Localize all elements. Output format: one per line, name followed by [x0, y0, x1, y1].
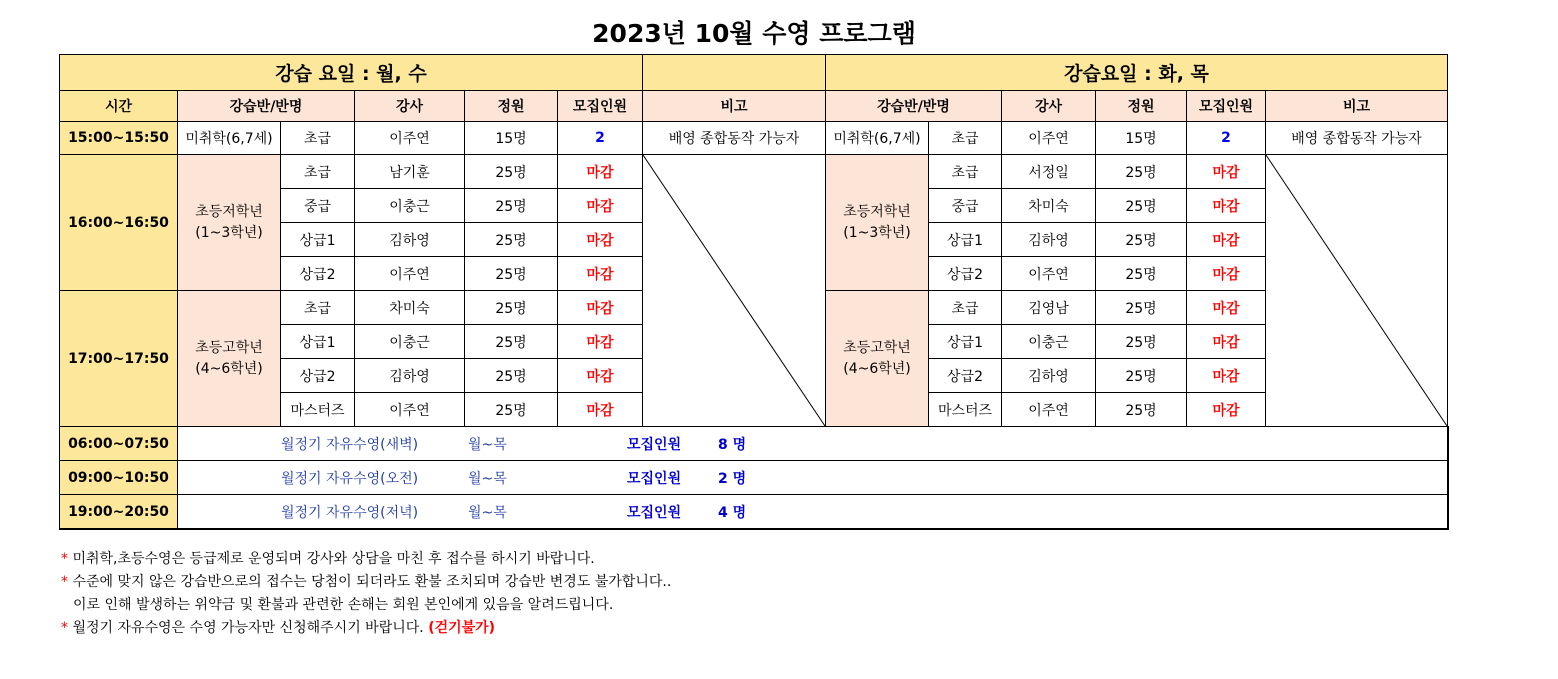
teacher-cell: 김하영 — [355, 223, 465, 257]
free-swim-count: 4 명 — [718, 504, 747, 521]
schedule-table — [59, 54, 1449, 530]
recruit-cell: 마감 — [1187, 189, 1266, 223]
level-cell: 상급2 — [929, 359, 1002, 393]
capacity-cell: 25명 — [1096, 189, 1187, 223]
time-cell: 06:00~07:50 — [60, 427, 178, 461]
capacity-cell: 25명 — [465, 189, 558, 223]
teacher-cell: 김하영 — [355, 359, 465, 393]
level-cell: 상급1 — [929, 325, 1002, 359]
free-swim-days: 월~목 — [468, 504, 507, 521]
note-text: 월정기 자유수영은 수영 가능자만 신청해주시기 바랍니다. — [72, 620, 424, 636]
note-warning: (걷기불가) — [428, 620, 496, 636]
asterisk: * — [61, 620, 68, 636]
free-swim-count: 8 명 — [718, 436, 747, 453]
note-line — [61, 594, 671, 617]
free-swim-count: 2 명 — [718, 470, 747, 487]
free-swim-name: 월정기 자유수영(새벽) — [281, 436, 419, 453]
time-cell: 15:00~15:50 — [60, 122, 178, 155]
capacity-cell: 25명 — [465, 393, 558, 427]
remark-cell: 배영 종합동작 가능자 — [643, 122, 826, 155]
capacity-cell: 25명 — [1096, 155, 1187, 189]
col-class: 강습반/반명 — [826, 91, 1002, 122]
capacity-cell: 25명 — [1096, 393, 1187, 427]
free-swim-label: 모집인원 — [627, 504, 682, 521]
teacher-cell: 이주연 — [355, 257, 465, 291]
level-cell: 초급 — [281, 155, 355, 189]
level-cell: 초급 — [929, 122, 1002, 155]
group-grade: (4~6학년) — [843, 360, 911, 377]
teacher-cell: 남기훈 — [355, 155, 465, 189]
recruit-cell: 마감 — [1187, 325, 1266, 359]
free-swim-row — [60, 495, 1448, 530]
note-line — [61, 617, 671, 640]
level-cell: 상급1 — [929, 223, 1002, 257]
level-cell: 상급2 — [281, 359, 355, 393]
group-name: 초등고학년 — [843, 339, 911, 356]
group-grade: (4~6학년) — [195, 360, 263, 377]
recruit-cell: 마감 — [1187, 359, 1266, 393]
group-name: 초등고학년 — [195, 339, 263, 356]
level-cell: 마스터즈 — [929, 393, 1002, 427]
teacher-cell: 김하영 — [1002, 359, 1096, 393]
group-grade: (1~3학년) — [195, 224, 263, 241]
level-cell: 초급 — [281, 291, 355, 325]
free-swim-name: 월정기 자유수영(오전) — [281, 470, 419, 487]
time-cell: 16:00~16:50 — [60, 155, 178, 291]
group-cell — [178, 291, 281, 427]
free-swim-info — [178, 427, 1448, 461]
group-name: 초등저학년 — [195, 203, 263, 220]
col-recruit: 모집인원 — [558, 91, 643, 122]
teacher-cell: 이충근 — [1002, 325, 1096, 359]
recruit-cell: 마감 — [558, 257, 643, 291]
recruit-cell: 마감 — [1187, 155, 1266, 189]
level-cell: 중급 — [281, 189, 355, 223]
group-cell — [178, 155, 281, 291]
col-capacity: 정원 — [465, 91, 558, 122]
note-line — [61, 571, 671, 594]
note-line — [61, 548, 671, 571]
asterisk: * — [61, 574, 68, 590]
recruit-cell: 마감 — [558, 291, 643, 325]
capacity-cell: 15명 — [1096, 122, 1187, 155]
group-cell: 미취학(6,7세) — [826, 122, 929, 155]
col-teacher: 강사 — [1002, 91, 1096, 122]
recruit-cell: 마감 — [1187, 223, 1266, 257]
free-swim-days: 월~목 — [468, 470, 507, 487]
capacity-cell: 25명 — [465, 359, 558, 393]
note-text: 미취학,초등수영은 등급제로 운영되며 강사와 상담을 마친 후 접수를 하시기 바랍니다. — [72, 551, 595, 567]
col-time: 시간 — [60, 91, 178, 122]
note-text: 수준에 맞지 않은 강습반으로의 접수는 당첨이 되더라도 환불 조치되며 강습반 변경도 불가합니다.. — [72, 574, 672, 590]
capacity-cell: 25명 — [465, 155, 558, 189]
header-spacer — [643, 55, 826, 91]
recruit-cell: 2 — [1187, 122, 1266, 155]
col-capacity: 정원 — [1096, 91, 1187, 122]
col-remark: 비고 — [643, 91, 826, 122]
teacher-cell: 서정일 — [1002, 155, 1096, 189]
level-cell: 초급 — [281, 122, 355, 155]
teacher-cell: 이주연 — [1002, 393, 1096, 427]
teacher-cell: 이충근 — [355, 325, 465, 359]
capacity-cell: 25명 — [1096, 257, 1187, 291]
teacher-cell: 이주연 — [1002, 122, 1096, 155]
capacity-cell: 25명 — [465, 325, 558, 359]
recruit-cell: 마감 — [558, 393, 643, 427]
level-cell: 상급1 — [281, 223, 355, 257]
time-cell: 19:00~20:50 — [60, 495, 178, 530]
level-cell: 상급1 — [281, 325, 355, 359]
free-swim-info — [178, 461, 1448, 495]
group-name: 초등저학년 — [843, 203, 911, 220]
group-cell: 미취학(6,7세) — [178, 122, 281, 155]
table-row — [60, 155, 1448, 189]
free-swim-label: 모집인원 — [627, 436, 682, 453]
free-swim-info — [178, 495, 1448, 530]
capacity-cell: 25명 — [1096, 359, 1187, 393]
capacity-cell: 25명 — [1096, 223, 1187, 257]
capacity-cell: 25명 — [465, 223, 558, 257]
diagonal-line — [643, 155, 825, 426]
notes-section — [61, 548, 671, 640]
recruit-cell: 2 — [558, 122, 643, 155]
recruit-cell: 마감 — [1187, 257, 1266, 291]
note-text: 이로 인해 발생하는 위약금 및 환불과 관련한 손해는 회원 본인에게 있음을 알려드립니다. — [73, 597, 614, 613]
teacher-cell: 김하영 — [1002, 223, 1096, 257]
recruit-cell: 마감 — [1187, 291, 1266, 325]
teacher-cell: 이주연 — [355, 393, 465, 427]
recruit-cell: 마감 — [558, 325, 643, 359]
remark-empty-diagonal — [643, 155, 826, 427]
capacity-cell: 25명 — [1096, 325, 1187, 359]
level-cell: 마스터즈 — [281, 393, 355, 427]
teacher-cell: 이주연 — [1002, 257, 1096, 291]
level-cell: 초급 — [929, 291, 1002, 325]
page-title: 2023년 10월 수영 프로그램 — [592, 19, 916, 48]
remark-cell: 배영 종합동작 가능자 — [1266, 122, 1448, 155]
table-row — [60, 122, 1448, 155]
recruit-cell: 마감 — [1187, 393, 1266, 427]
level-cell: 초급 — [929, 155, 1002, 189]
capacity-cell: 15명 — [465, 122, 558, 155]
recruit-cell: 마감 — [558, 359, 643, 393]
recruit-cell: 마감 — [558, 223, 643, 257]
free-swim-days: 월~목 — [468, 436, 507, 453]
teacher-cell: 이충근 — [355, 189, 465, 223]
col-recruit: 모집인원 — [1187, 91, 1266, 122]
right-day-header: 강습요일 : 화, 목 — [826, 55, 1448, 91]
asterisk: * — [61, 551, 68, 567]
group-grade: (1~3학년) — [843, 224, 911, 241]
free-swim-name: 월정기 자유수영(저녁) — [281, 504, 419, 521]
remark-empty-diagonal — [1266, 155, 1448, 427]
group-cell — [826, 291, 929, 427]
level-cell: 상급2 — [281, 257, 355, 291]
free-swim-row — [60, 427, 1448, 461]
free-swim-row — [60, 461, 1448, 495]
capacity-cell: 25명 — [465, 257, 558, 291]
group-cell — [826, 155, 929, 291]
capacity-cell: 25명 — [1096, 291, 1187, 325]
diagonal-line — [1266, 155, 1447, 426]
recruit-cell: 마감 — [558, 155, 643, 189]
col-teacher: 강사 — [355, 91, 465, 122]
recruit-cell: 마감 — [558, 189, 643, 223]
time-cell: 17:00~17:50 — [60, 291, 178, 427]
teacher-cell: 김영남 — [1002, 291, 1096, 325]
capacity-cell: 25명 — [465, 291, 558, 325]
free-swim-label: 모집인원 — [627, 470, 682, 487]
col-class: 강습반/반명 — [178, 91, 355, 122]
time-cell: 09:00~10:50 — [60, 461, 178, 495]
level-cell: 상급2 — [929, 257, 1002, 291]
teacher-cell: 차미숙 — [355, 291, 465, 325]
col-remark: 비고 — [1266, 91, 1448, 122]
teacher-cell: 차미숙 — [1002, 189, 1096, 223]
teacher-cell: 이주연 — [355, 122, 465, 155]
level-cell: 중급 — [929, 189, 1002, 223]
left-day-header: 강습 요일 : 월, 수 — [60, 55, 643, 91]
